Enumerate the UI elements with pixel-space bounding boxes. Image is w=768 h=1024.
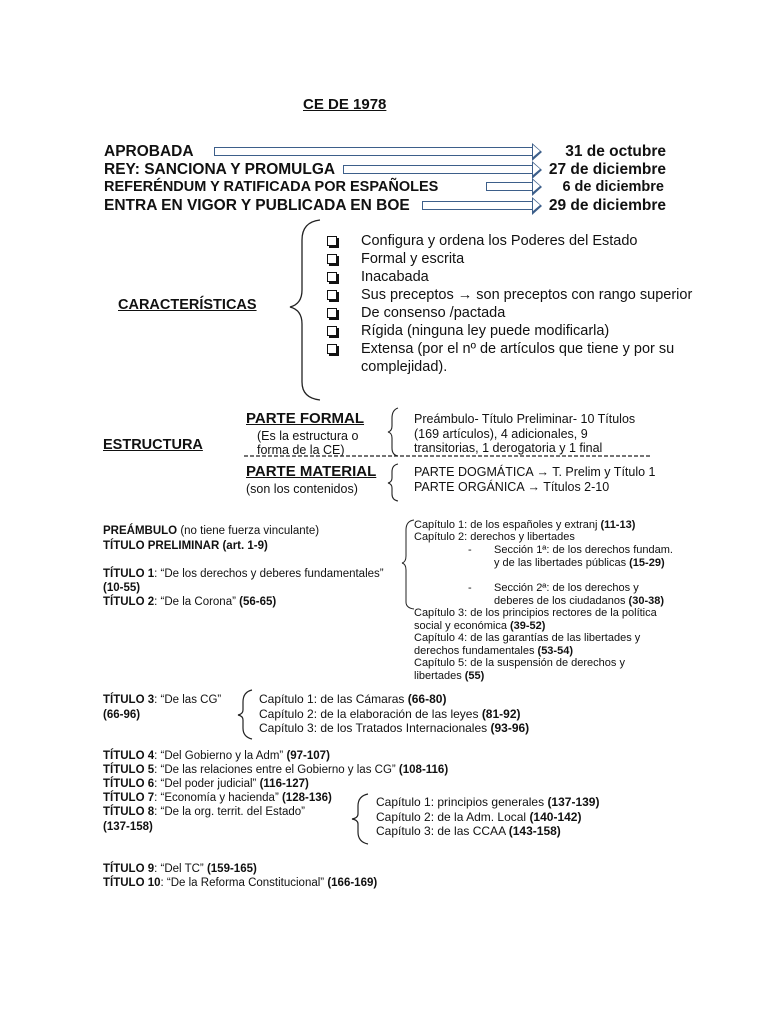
dash-bullet-icon: - xyxy=(468,582,472,594)
capitulo-item: Capítulo 2: derechos y libertades xyxy=(414,531,575,543)
titulo1-line: TÍTULO 1: “De los derechos y deberes fundamentales” xyxy=(103,568,384,580)
checkbox-bullet-icon xyxy=(327,326,337,336)
titulo3-range: (66-96) xyxy=(103,709,141,721)
capitulo-item: Capítulo 1: de los españoles y extranj (11-13) xyxy=(414,519,636,531)
capitulo-item: Capítulo 1: principios generales (137-139) xyxy=(376,795,600,809)
row-label-rey: REY: SANCIONA Y PROMULGA xyxy=(104,161,336,178)
list-item: Inacabada xyxy=(327,268,701,286)
row-label-referendum: REFERÉNDUM Y RATIFICADA POR ESPAÑOLES xyxy=(104,179,439,195)
titulo7-line: TÍTULO 7: “Economía y hacienda” (128-136) xyxy=(103,792,332,804)
capitulo-item: Capítulo 3: de las CCAA (143-158) xyxy=(376,824,561,838)
titulo10-line: TÍTULO 10: “De la Reforma Constitucional” (166-169) xyxy=(103,877,378,889)
list-item: Rígida (ninguna ley puede modificarla) xyxy=(327,322,701,340)
parte-formal-title: PARTE FORMAL xyxy=(246,410,365,427)
seccion-item: Sección 1ª: de los derechos fundam. y de las libertades públicas (15-29) xyxy=(494,544,673,569)
row-date-vigor: 29 de diciembre xyxy=(548,197,666,214)
capitulo-item: Capítulo 4: de las garantías de las libertades y derechos fundamentales (53-54) xyxy=(414,632,641,657)
titulo5-line: TÍTULO 5: “De las relaciones entre el Gobierno y las CG” (108-116) xyxy=(103,764,449,776)
titulo-preliminar-line: TÍTULO PRELIMINAR (art. 1-9) xyxy=(103,540,268,552)
caracteristicas-heading: CARACTERÍSTICAS xyxy=(118,297,257,313)
parte-formal-description: Preámbulo- Título Preliminar- 10 Títulos (169 artículos), 4 adicionales, 9 transitorias, 1 derogatoria y 1 final xyxy=(414,412,636,455)
capitulo-item: Capítulo 1: de las Cámaras (66-80) xyxy=(259,692,447,706)
row-date-referendum: 6 de diciembre xyxy=(562,179,664,195)
checkbox-bullet-icon xyxy=(327,236,337,246)
checkbox-bullet-icon xyxy=(327,254,337,264)
row-date-rey: 27 de diciembre xyxy=(548,161,666,178)
row-date-aprobada: 31 de octubre xyxy=(565,143,666,160)
capitulo-item: Capítulo 2: de la elaboración de las leyes (81-92) xyxy=(259,707,521,721)
parte-dogmatica-line: PARTE DOGMÁTICA → T. Prelim y Título 1 xyxy=(414,465,656,479)
titulo8-range: (137-158) xyxy=(103,821,153,833)
parte-material-subtitle: (son los contenidos) xyxy=(246,482,358,496)
capitulo-item: Capítulo 2: de la Adm. Local (140-142) xyxy=(376,810,582,824)
capitulo-item: Capítulo 3: de los Tratados Internacionales (93-96) xyxy=(259,721,530,735)
parte-organica-line: PARTE ORGÁNICA → Títulos 2-10 xyxy=(414,480,610,494)
parte-formal-subtitle: (Es la estructura o forma de la CE) xyxy=(257,429,359,457)
page-title: CE DE 1978 xyxy=(303,96,387,113)
dash-bullet-icon: - xyxy=(468,544,472,556)
checkbox-bullet-icon xyxy=(327,290,337,300)
titulo9-line: TÍTULO 9: “Del TC” (159-165) xyxy=(103,863,257,875)
preambulo-line: PREÁMBULO (no tiene fuerza vinculante) xyxy=(103,525,320,537)
parte-material-title: PARTE MATERIAL xyxy=(246,463,377,480)
row-label-aprobada: APROBADA xyxy=(104,143,194,160)
titulo6-line: TÍTULO 6: “Del poder judicial” (116-127) xyxy=(103,778,309,790)
list-item: Configura y ordena los Poderes del Estado xyxy=(327,232,701,250)
capitulo-item: Capítulo 3: de los principios rectores de la política social y económica (39-52) xyxy=(414,607,657,632)
capitulo-item: Capítulo 5: de la suspensión de derechos y libertades (55) xyxy=(414,657,625,682)
checkbox-bullet-icon xyxy=(327,308,337,318)
list-item: De consenso /pactada xyxy=(327,304,701,322)
list-item: Formal y escrita xyxy=(327,250,701,268)
checkbox-bullet-icon xyxy=(327,344,337,354)
seccion-item: Sección 2ª: de los derechos y deberes de los ciudadanos (30-38) xyxy=(494,582,665,607)
titulo8-line: TÍTULO 8: “De la org. territ. del Estado” xyxy=(103,806,305,818)
titulo1-range: (10-55) xyxy=(103,582,141,594)
caracteristicas-list xyxy=(327,232,701,376)
list-item: Extensa (por el nº de artículos que tiene y por su complejidad). xyxy=(327,340,701,376)
checkbox-bullet-icon xyxy=(327,272,337,282)
estructura-heading: ESTRUCTURA xyxy=(103,437,203,453)
list-item: Sus preceptos → son preceptos con rango superior xyxy=(327,286,701,304)
titulo2-line: TÍTULO 2: “De la Corona” (56-65) xyxy=(103,596,277,608)
titulo3-line: TÍTULO 3: “De las CG” xyxy=(103,694,222,706)
titulo4-line: TÍTULO 4: “Del Gobierno y la Adm” (97-107) xyxy=(103,750,330,762)
row-label-vigor: ENTRA EN VIGOR Y PUBLICADA EN BOE xyxy=(104,197,410,214)
